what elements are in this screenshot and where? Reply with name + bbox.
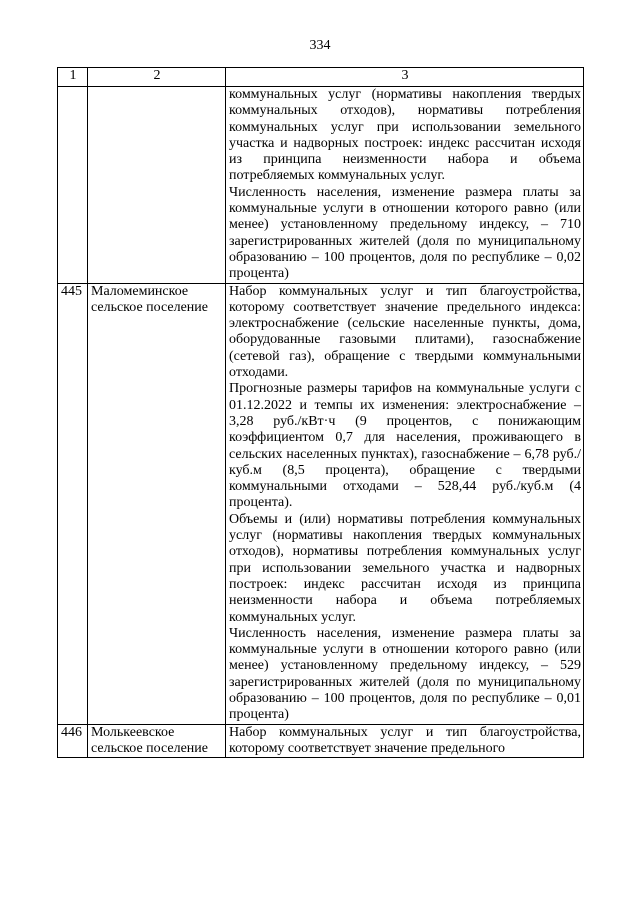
settlement-name — [88, 87, 226, 284]
description-paragraph: Объемы и (или) нормативы потребления коммунальных услуг (нормативы накопления твердых коммунальных отходов), нормативы потребления коммунальных услуг при использовании земельного участка и надворных построек: индекс рассчитан исходя из принципа неизменности набора и объема потребляемых коммунальных услуг. — [229, 511, 581, 625]
description-paragraph: Набор коммунальных услуг и тип благоустройства, которому соответствует значение предельного индекса: электроснабжение (сельские населенные пункты, дома, оборудованные газовыми плитами), газоснабжение (сетевой газ), обращение с твердыми коммунальными отходами. — [229, 283, 581, 381]
description-paragraph: Прогнозные размеры тарифов на коммунальные услуги с 01.12.2022 и темпы их изменения: электроснабжение – 3,28 руб./кВт·ч (9 процентов, с понижающим коэффициентом 0,7 для населения, проживающего в сельских населенных пунктах), газоснабжение – 6,78 руб./куб.м (8,5 процента), обращение с твердыми коммунальными отходами – 528,44 руб./куб.м (4 процента). — [229, 381, 581, 511]
table-row — [58, 283, 584, 724]
table-header-row — [58, 68, 584, 87]
description-paragraph: Численность населения, изменение размера платы за коммунальные услуги в отношении которого равно (или менее) установленному предельному индексу, – 710 зарегистрированных жителей (доля по муниципальному образованию – 100 процентов, доля по республике – 0,02 процента) — [229, 184, 581, 282]
page-number: 334 — [309, 38, 331, 53]
header-col-2: 2 — [88, 68, 226, 87]
table-row — [58, 724, 584, 758]
settlement-name: Маломеминское сельское поселение — [88, 283, 226, 724]
row-description — [226, 283, 584, 724]
table-row — [58, 87, 584, 284]
row-description — [226, 87, 584, 284]
row-number: 445 — [58, 283, 88, 724]
municipal-index-table — [57, 67, 584, 758]
settlement-name: Молькеевское сельское поселение — [88, 724, 226, 758]
description-paragraph: Набор коммунальных услуг и тип благоустройства, которому соответствует значение предельного — [229, 724, 581, 756]
description-paragraph: Численность населения, изменение размера платы за коммунальные услуги в отношении которого равно (или менее) установленному предельному индексу, – 529 зарегистрированных жителей (доля по муниципальному образованию – 100 процентов, доля по республике – 0,01 процента) — [229, 625, 581, 723]
row-description — [226, 724, 584, 758]
header-col-1: 1 — [58, 68, 88, 87]
header-col-3: 3 — [226, 68, 584, 87]
row-number: 446 — [58, 724, 88, 758]
description-paragraph: коммунальных услуг (нормативы накопления твердых коммунальных отходов), нормативы потребления коммунальных услуг при использовании земельного участка и надворных построек: индекс рассчитан исходя из принципа неизменности набора и объема потребляемых коммунальных услуг. — [229, 87, 581, 184]
row-number — [58, 87, 88, 284]
